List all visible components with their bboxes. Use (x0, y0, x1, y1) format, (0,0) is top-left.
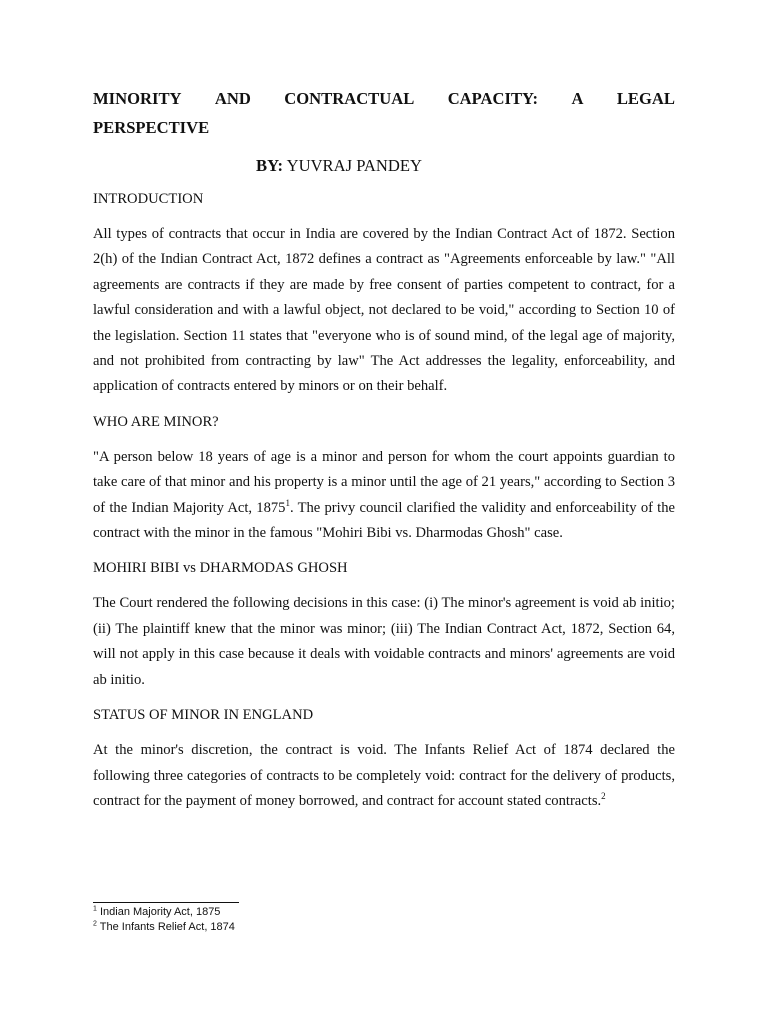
title-word: A (571, 89, 584, 108)
mohiri-bibi-paragraph: The Court rendered the following decisions in this case: (i) The minor's agreement is void ab initio; (ii) The plaintiff knew that the minor was minor; (iii) The Indian Contract Act, 1872, Section 64, will not apply in this case because it deals with voidable contracts and minors' agreements are void ab initio. (93, 595, 675, 688)
footnote-mark: 2 (93, 920, 97, 928)
footnote-ref-1[interactable]: 1 (285, 497, 290, 508)
byline-label: BY: (256, 156, 284, 175)
title-line-1 (93, 84, 675, 113)
footnote-text: The Infants Relief Act, 1874 (99, 921, 235, 933)
title-word: CONTRACTUAL (284, 89, 415, 108)
footnote-text: Indian Majority Act, 1875 (99, 906, 221, 918)
title-line-2: PERSPECTIVE (93, 118, 210, 137)
byline-author: YUVRAJ PANDEY (286, 156, 422, 175)
paragraph-text: "A person below 18 years of age is a minor and person for whom the court appoints guardian to take care of that minor and his property is a minor until the age of 21 years," according to Section 3 of the Indian Majority Act, 1875 (93, 448, 675, 516)
footnote-ref-2[interactable]: 2 (601, 791, 606, 802)
who-are-minor-paragraph (93, 445, 675, 547)
title-word: CAPACITY: (447, 89, 539, 108)
paragraph-text: At the minor's discretion, the contract is void. The Infants Relief Act of 1874 declared the following three categories of contracts to be completely void: contract for the delivery of products, contract for the payment of money borrowed, and contract for account stated contracts. (93, 742, 675, 809)
footnote-mark: 1 (93, 905, 97, 913)
title-word: MINORITY (93, 89, 182, 108)
status-england-paragraph (93, 738, 675, 814)
footnote-1 (93, 905, 235, 920)
footnote-2 (93, 920, 235, 935)
paragraph-text: . The privy council clarified the validity and enforceability of the contract with the minor in the famous "Mohiri Bibi vs. Dharmodas Ghosh" case. (93, 499, 676, 542)
section-heading-mohiri-bibi: MOHIRI BIBI vs DHARMODAS GHOSH (93, 560, 348, 577)
footnote-separator (93, 902, 239, 903)
document-title (93, 84, 675, 142)
section-heading-who-are-minor: WHO ARE MINOR? (93, 413, 219, 430)
section-heading-introduction: INTRODUCTION (93, 191, 204, 207)
footnotes (93, 905, 235, 935)
title-word: LEGAL (616, 89, 675, 108)
byline (256, 155, 675, 177)
introduction-paragraph: All types of contracts that occur in India are covered by the Indian Contract Act of 1872. Section 2(h) of the Indian Contract Act, 1872 defines a contract as "Agreements enforceable by law." "All agreements are contracts if they are made by free consent of parties competent to contract, for a lawful consideration and with a lawful object, not declared to be void," according to Section 10 of the legislation. Section 11 states that "everyone who is of sound mind, of the legal age of majority, and not prohibited from contracting by law" The Act addresses the legality, enforceability, and application of contracts entered by minors or on their behalf. (93, 226, 675, 395)
document-page (93, 84, 675, 814)
title-word: AND (214, 89, 251, 108)
section-heading-status-england: STATUS OF MINOR IN ENGLAND (93, 707, 314, 724)
